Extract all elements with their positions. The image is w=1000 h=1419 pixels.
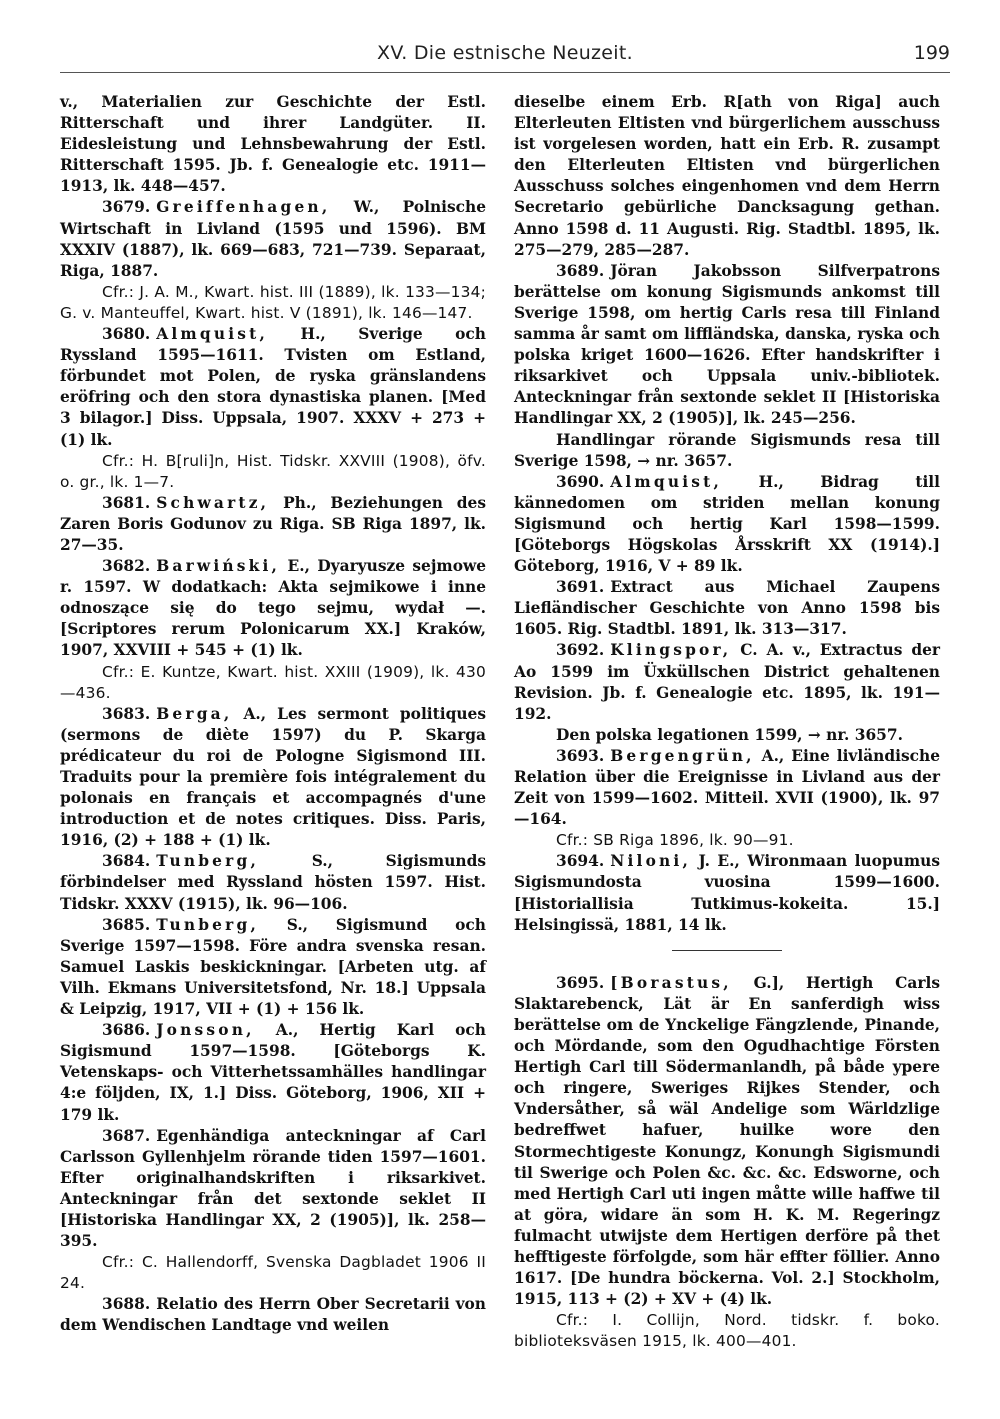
bibliography-entry — [514, 577, 940, 640]
page-number: 199 — [913, 42, 950, 64]
bibliography-entry — [60, 915, 486, 1020]
bibliography-entry — [60, 1294, 486, 1336]
entry-text: C. A. v., Extractus der Ao 1599 im Üxküllschen District gehaltenen Revision. Jb. f. Genealogie etc. 1895, lk. 191—192. — [514, 641, 940, 723]
entry-author: [Borastus, — [610, 973, 732, 992]
bibliography-entry — [514, 725, 940, 746]
entry-text: Cfr.: J. A. M., Kwart. hist. III (1889), lk. 133—134; G. v. Manteuffel, Kwart. hist. V (1891), lk. 146—147. — [60, 282, 486, 322]
entry-author: Schwartz, — [156, 493, 270, 512]
entry-text: J. E., Wironmaan luopumus Sigismundosta vuosina 1599—1600. [Historiallisia Tutkimus-kokeita. 15.] Helsingissä, 1881, 14 lk. — [514, 852, 941, 934]
cfr-note — [60, 662, 486, 704]
entry-text: E., Dyaryusze sejmowe r. 1597. W dodatkach: Akta sejmikowe i inne odnoszące się do tego sejmu, wydał —. [Scriptores rerum Polonicarum XX.] Kraków, 1907, XXVIII + 545 + (1) lk. — [60, 557, 487, 660]
entry-text: Cfr.: SB Riga 1896, lk. 90—91. — [556, 831, 794, 850]
entry-number: 3681. — [102, 493, 151, 512]
entry-number: 3694. — [556, 852, 605, 871]
bibliography-entry — [514, 92, 940, 261]
bibliography-entry — [60, 197, 486, 281]
bibliography-entry — [60, 1126, 486, 1253]
entry-number: 3693. — [556, 746, 605, 765]
entry-author: Klingspor, — [610, 641, 732, 660]
entry-author: Niloni, — [610, 852, 692, 871]
entry-author: Greiffenhagen, — [156, 198, 331, 217]
bibliography-entry — [60, 704, 486, 852]
bibliography-entry — [514, 973, 940, 1311]
bibliography-entry — [60, 92, 486, 197]
cfr-note — [514, 1310, 940, 1352]
entry-text: H., Sverige och Ryssland 1595—1611. Tvisten om Estland, förbundet mot Polen, de ryska gränslandens eröfring och den stora dynastiska planen. [Med 3 bilagor.] Diss. Uppsala, 1907. XXXV + 273 + (1) lk. — [60, 325, 486, 449]
entry-number: 3684. — [102, 852, 151, 871]
entry-text: A., Les sermont politiques (sermons de diète 1597) du P. Skarga prédicateur du roi de Pologne Sigismond III. Traduits pour la première fois intégralement du polonais en français et accompagnés d'une introduction et de notes critiques. Diss. Paris, 1916, (2) + 188 + (1) lk. — [60, 704, 487, 850]
entry-number: 3691. — [556, 578, 605, 597]
cfr-note — [60, 282, 486, 324]
entry-text: Cfr.: C. Hallendorff, Svenska Dagbladet 1906 II 24. — [60, 1253, 486, 1293]
right-column — [514, 92, 940, 1352]
entry-text: Cfr.: H. B[ruli]n, Hist. Tidskr. XXVIII (1908), öfv. o. gr., lk. 1—7. — [60, 451, 486, 491]
entry-number: 3683. — [102, 704, 151, 723]
entry-text: Cfr.: E. Kuntze, Kwart. hist. XXIII (1909), lk. 430—436. — [60, 662, 486, 702]
entry-number: 3679. — [102, 198, 151, 217]
entry-author: Barwiński, — [156, 557, 281, 576]
header-rule — [60, 72, 950, 73]
entry-text: Extract aus Michael Zaupens Liefländischer Geschichte von Anno 1598 bis 1605. Rig. Stadtbl. 1891, lk. 313—317. — [514, 578, 940, 639]
entry-number: 3688. — [102, 1295, 151, 1314]
cfr-note — [514, 830, 940, 851]
entry-author: Almquist, — [156, 325, 269, 344]
entry-number: 3682. — [102, 557, 151, 576]
bibliography-entry — [60, 324, 486, 451]
entry-number: 3686. — [102, 1021, 151, 1040]
entry-number: 3687. — [102, 1126, 151, 1145]
entry-text: A., Eine livländische Relation über die Ereignisse in Livland aus der Zeit von 1599—1602. Mitteil. XVII (1900), lk. 97—164. — [514, 746, 940, 829]
entry-number: 3690. — [556, 472, 605, 491]
entry-text: Jöran Jakobsson Silfverpatrons berättelse om konung Sigismunds ankomst till Sverige 1598, om hertig Carls resa till Finland samma år samt om liffländska, danska, ryska och polska kriget 1600—1626. Efter handskrifter i riksarkivet och Uppsala univ.-bibliotek. Anteckningar från sextonde seklet II [Historiska Handlingar XX, 2 (1905)], lk. 245—256. — [514, 261, 940, 428]
bibliography-entry — [60, 1020, 486, 1125]
entry-text: H., Bidrag till kännedomen om striden mellan konung Sigismund och hertig Karl 1598—1599. [Göteborgs Högskolas Årsskrift XX (1914).] Göteborg, 1916, V + 89 lk. — [514, 472, 940, 576]
bibliography-entry — [60, 493, 486, 556]
entry-author: Berga, — [156, 704, 233, 723]
bibliography-entry — [60, 556, 486, 661]
entry-author: Tunberg, — [156, 915, 260, 934]
entry-text: G.], Hertigh Carls Slaktarebenck, Lät är En sanferdigh wiss berättelse om de Ynckelige Fängzlende, Pinande, och Mördande, som den Ogudhachtige Försten Hertigh Carl till Södermanlandh, på både ypere och ringere, Sweriges Rijkes Stender, och Vndersåther, så wäl Andelige som Wärldzlige bedreffwet hafuer, huilke wore den Stormechtigeste Konungz, Konungh Sigismundi til Swerige och Polen &c. &c. &c. Edsworne, och med Hertigh Carl uti ingen måtte wille haffwe til at göra, widare än som H. K. M. Regeringz fulmacht utwijste dem Hertigen derföre på thet hefftigeste förfolgde, som här effter föllier. Anno 1617. [De hundra böckerna. Vol. 2.] Stockholm, 1915, 113 + (2) + XV + (4) lk. — [514, 973, 940, 1309]
entry-text: S., Sigismund och Sverige 1597—1598. Före andra svenska resan. Samuel Laskis beskickningar. [Arbeten utg. af Vilh. Ekmans Universitetsfond, Nr. 18.] Uppsala & Leipzig, 1917, VII + (1) + 156 lk. — [60, 915, 486, 1019]
bibliography-entry — [60, 851, 486, 914]
bibliography-entry — [514, 261, 940, 430]
entry-author: Bergengrün, — [610, 746, 755, 765]
entry-text: Handlingar rörande Sigismunds resa till Sverige 1598, → nr. 3657. — [514, 430, 940, 470]
bibliography-entry — [514, 430, 940, 472]
bibliography-entry — [514, 851, 940, 935]
entry-author: Tunberg, — [156, 852, 260, 871]
entry-text: W., Polnische Wirtschaft in Livland (1595 und 1596). BM XXXIV (1887), lk. 669—683, 721—739. Separaat, Riga, 1887. — [60, 198, 486, 280]
bibliography-entry — [514, 640, 940, 724]
entry-text: dieselbe einem Erb. R[ath von Riga] auch Elterleuten Eltisten vnd bürgerlichem ausschuss ist vorgelesen worden, hatt ein Erb. R. zusampt den Elterleuten Eltisten vnd bürgerlichen Ausschuss solches eingenhomen vnd dem Herrn Secretario gebürliche Dancksagung gethan. Anno 1598 d. 11 Augusti. Rig. Stadtbl. 1895, lk. 275—279, 285—287. — [514, 93, 940, 259]
bibliography-entry — [514, 746, 940, 830]
entry-author: Almquist, — [610, 472, 723, 491]
page-header — [60, 40, 950, 70]
entry-text: A., Hertig Karl och Sigismund 1597—1598. [Göteborgs K. Vetenskaps- och Vitterhetssamhälles handlingar 4:e följden, IX, 1.] Diss. Göteborg, 1906, XII + 179 lk. — [60, 1021, 486, 1124]
cfr-note — [60, 451, 486, 493]
entry-number: 3689. — [556, 261, 605, 280]
section-separator — [672, 950, 782, 951]
entry-text: Relatio des Herrn Ober Secretarii von dem Wendischen Landtage vnd weilen — [60, 1295, 486, 1335]
entry-author: Jonsson, — [156, 1021, 255, 1040]
cfr-note — [60, 1252, 486, 1294]
entry-text: Ph., Beziehungen des Zaren Boris Godunov zu Riga. SB Riga 1897, lk. 27—35. — [60, 493, 487, 554]
entry-text: Egenhändiga anteckningar af Carl Carlsson Gyllenhjelm rörande tiden 1597—1601. Efter originalhandskriften i riksarkivet. Anteckningar från det sextonde seklet II [Historiska Handlingar XX, 2 (1905)], lk. 258—395. — [60, 1126, 486, 1251]
entry-number: 3695. — [556, 973, 605, 992]
entry-number: 3692. — [556, 641, 605, 660]
entry-text: v., Materialien zur Geschichte der Estl. Ritterschaft und ihrer Landgüter. II. Eidesleistung und Lehnsbewahrung der Estl. Ritterschaft 1595. Jb. f. Genealogie etc. 1911—1913, lk. 448—457. — [60, 93, 486, 196]
entry-number: 3685. — [102, 915, 151, 934]
bibliography-entry — [514, 472, 940, 577]
entry-number: 3680. — [102, 325, 151, 344]
entry-text: S., Sigismunds förbindelser med Ryssland hösten 1597. Hist. Tidskr. XXXV (1915), lk. 96—106. — [60, 852, 486, 913]
entry-text: Cfr.: I. Collijn, Nord. tidskr. f. boko. biblioteksväsen 1915, lk. 400—401. — [514, 1311, 940, 1351]
left-column — [60, 92, 486, 1337]
running-title: XV. Die estnische Neuzeit. — [377, 42, 633, 64]
entry-text: Den polska legationen 1599, → nr. 3657. — [556, 725, 903, 744]
